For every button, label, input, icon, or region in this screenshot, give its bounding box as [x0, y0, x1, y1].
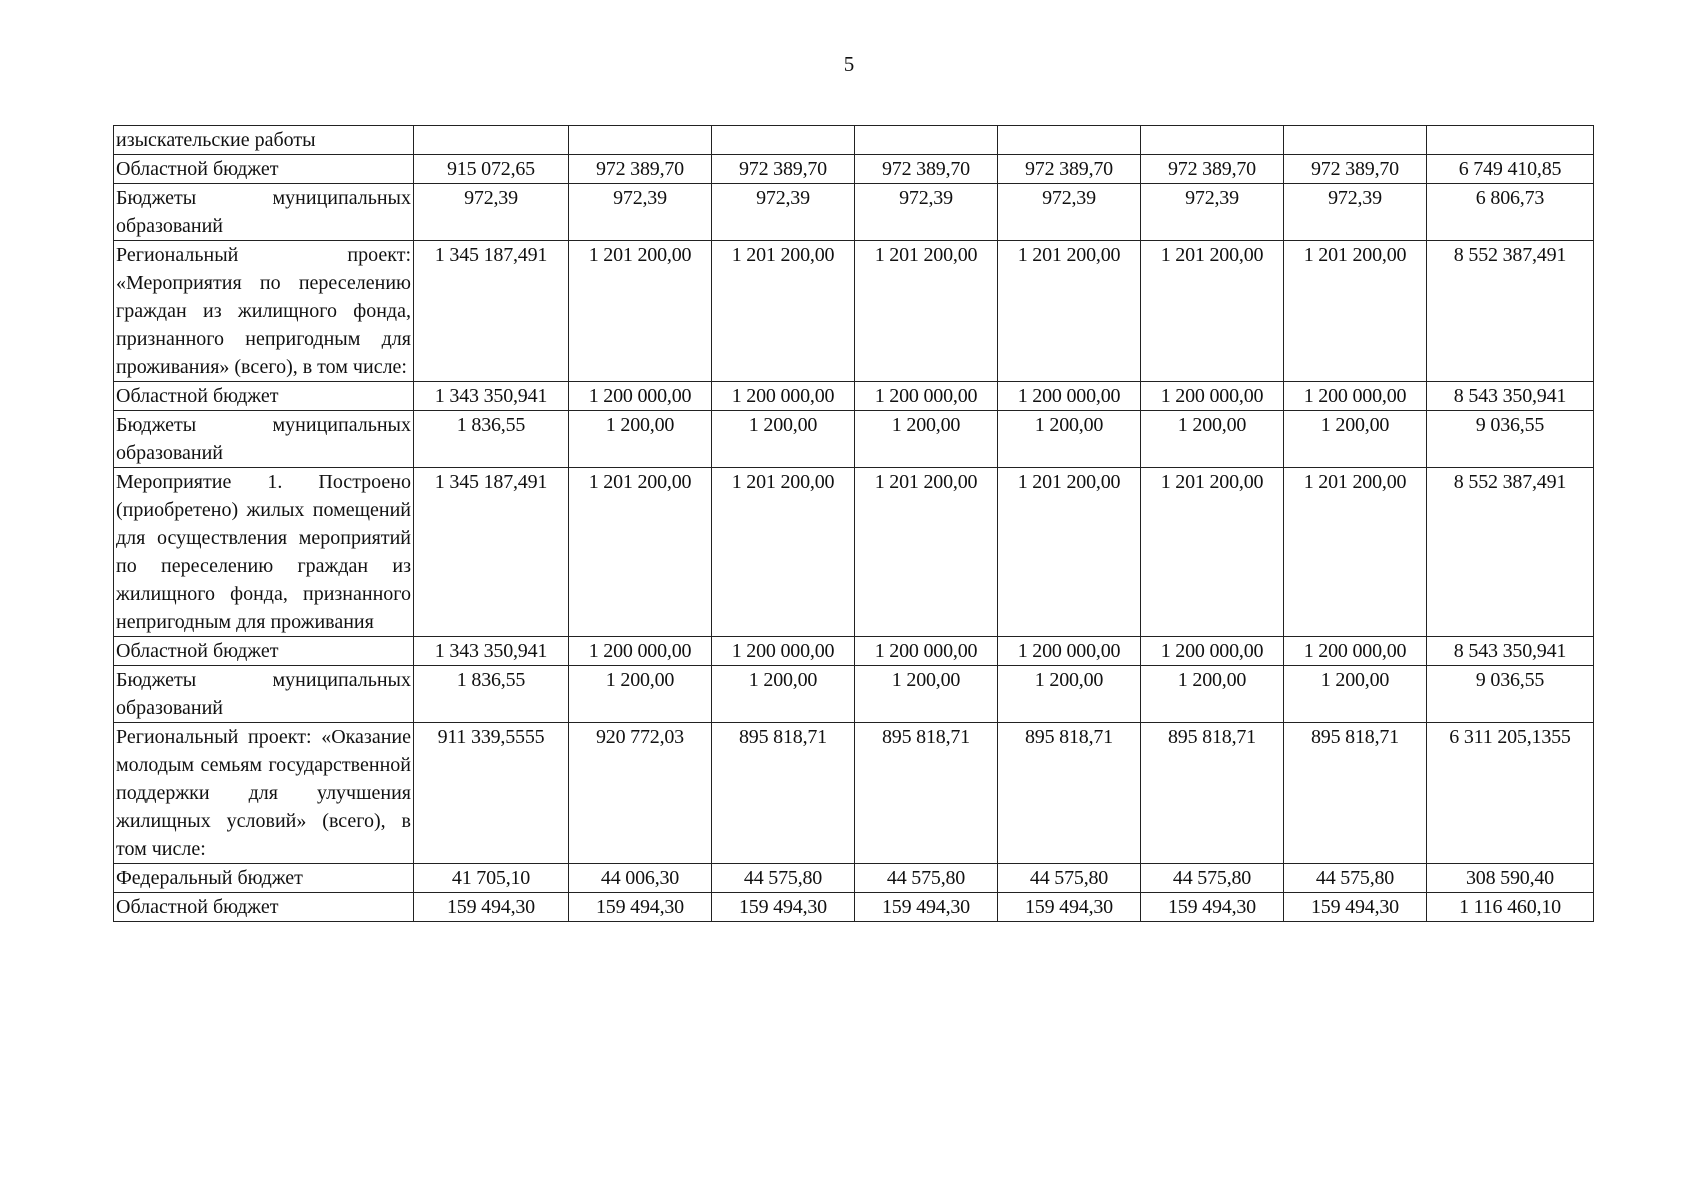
year-value-cell: 1 345 187,491	[414, 241, 569, 382]
year-value-cell: 44 575,80	[712, 864, 855, 893]
year-value-cell: 972 389,70	[569, 155, 712, 184]
year-value-cell: 895 818,71	[1141, 723, 1284, 864]
row-label-cell: Федеральный бюджет	[114, 864, 414, 893]
year-value-cell: 44 575,80	[1141, 864, 1284, 893]
row-label-cell: Областной бюджет	[114, 155, 414, 184]
table-row	[114, 723, 1594, 864]
year-value-cell: 1 200 000,00	[998, 637, 1141, 666]
year-value-cell: 1 201 200,00	[855, 468, 998, 637]
total-value-cell: 8 552 387,491	[1427, 468, 1594, 637]
table-row	[114, 155, 1594, 184]
year-value-cell: 972,39	[569, 184, 712, 241]
year-value-cell: 1 201 200,00	[1141, 241, 1284, 382]
year-value-cell: 44 006,30	[569, 864, 712, 893]
year-value-cell: 1 200,00	[569, 411, 712, 468]
year-value-cell	[712, 126, 855, 155]
year-value-cell: 159 494,30	[569, 893, 712, 922]
row-label-cell: Бюджеты муниципальных образований	[114, 184, 414, 241]
row-label-cell: Региональный проект: «Мероприятия по переселению граждан из жилищного фонда, признанного непригодным для проживания» (всего), в том числе:	[114, 241, 414, 382]
year-value-cell	[414, 126, 569, 155]
year-value-cell: 972,39	[998, 184, 1141, 241]
page-number: 5	[843, 52, 855, 76]
year-value-cell: 1 201 200,00	[998, 241, 1141, 382]
year-value-cell: 1 200 000,00	[712, 637, 855, 666]
year-value-cell: 1 200,00	[855, 411, 998, 468]
year-value-cell: 1 836,55	[414, 411, 569, 468]
year-value-cell: 972 389,70	[998, 155, 1141, 184]
year-value-cell: 1 200 000,00	[855, 382, 998, 411]
year-value-cell: 1 201 200,00	[712, 468, 855, 637]
table-row	[114, 411, 1594, 468]
total-value-cell: 1 116 460,10	[1427, 893, 1594, 922]
year-value-cell: 895 818,71	[1284, 723, 1427, 864]
year-value-cell: 1 200,00	[855, 666, 998, 723]
year-value-cell: 1 200,00	[998, 411, 1141, 468]
year-value-cell: 1 200,00	[712, 666, 855, 723]
row-label-cell: изыскательские работы	[114, 126, 414, 155]
year-value-cell: 44 575,80	[1284, 864, 1427, 893]
year-value-cell: 915 072,65	[414, 155, 569, 184]
total-value-cell: 9 036,55	[1427, 666, 1594, 723]
year-value-cell: 895 818,71	[712, 723, 855, 864]
year-value-cell: 1 343 350,941	[414, 382, 569, 411]
year-value-cell: 895 818,71	[855, 723, 998, 864]
year-value-cell: 895 818,71	[998, 723, 1141, 864]
year-value-cell	[998, 126, 1141, 155]
year-value-cell: 1 200,00	[998, 666, 1141, 723]
row-label-cell: Региональный проект: «Оказание молодым семьям государственной поддержки для улучшения жилищных условий» (всего), в том числе:	[114, 723, 414, 864]
year-value-cell	[1141, 126, 1284, 155]
total-value-cell: 8 543 350,941	[1427, 637, 1594, 666]
total-value-cell: 8 543 350,941	[1427, 382, 1594, 411]
total-value-cell: 6 311 205,1355	[1427, 723, 1594, 864]
year-value-cell: 1 201 200,00	[1284, 468, 1427, 637]
row-label-cell: Областной бюджет	[114, 893, 414, 922]
year-value-cell: 972,39	[1284, 184, 1427, 241]
total-value-cell: 6 749 410,85	[1427, 155, 1594, 184]
total-value-cell: 9 036,55	[1427, 411, 1594, 468]
year-value-cell: 1 200 000,00	[855, 637, 998, 666]
year-value-cell: 1 201 200,00	[1284, 241, 1427, 382]
year-value-cell: 1 200,00	[1284, 666, 1427, 723]
year-value-cell: 1 200,00	[1141, 666, 1284, 723]
year-value-cell: 1 836,55	[414, 666, 569, 723]
year-value-cell: 159 494,30	[1141, 893, 1284, 922]
year-value-cell: 159 494,30	[855, 893, 998, 922]
year-value-cell: 1 343 350,941	[414, 637, 569, 666]
year-value-cell: 1 201 200,00	[998, 468, 1141, 637]
year-value-cell: 972,39	[712, 184, 855, 241]
year-value-cell: 1 200 000,00	[569, 637, 712, 666]
row-label-cell: Областной бюджет	[114, 382, 414, 411]
year-value-cell: 159 494,30	[712, 893, 855, 922]
year-value-cell: 44 575,80	[998, 864, 1141, 893]
year-value-cell	[855, 126, 998, 155]
year-value-cell: 911 339,5555	[414, 723, 569, 864]
year-value-cell: 1 201 200,00	[569, 468, 712, 637]
budget-table	[113, 125, 1594, 922]
year-value-cell: 159 494,30	[998, 893, 1141, 922]
year-value-cell: 1 201 200,00	[712, 241, 855, 382]
total-value-cell	[1427, 126, 1594, 155]
year-value-cell: 972 389,70	[855, 155, 998, 184]
table-row	[114, 241, 1594, 382]
year-value-cell: 1 201 200,00	[1141, 468, 1284, 637]
year-value-cell	[569, 126, 712, 155]
total-value-cell: 308 590,40	[1427, 864, 1594, 893]
table-row	[114, 468, 1594, 637]
year-value-cell: 972 389,70	[1284, 155, 1427, 184]
year-value-cell: 972,39	[414, 184, 569, 241]
total-value-cell: 8 552 387,491	[1427, 241, 1594, 382]
year-value-cell: 1 200,00	[1284, 411, 1427, 468]
row-label-cell: Бюджеты муниципальных образований	[114, 666, 414, 723]
table-row	[114, 893, 1594, 922]
year-value-cell: 1 200 000,00	[1141, 382, 1284, 411]
year-value-cell: 972,39	[855, 184, 998, 241]
year-value-cell: 159 494,30	[1284, 893, 1427, 922]
year-value-cell: 1 201 200,00	[569, 241, 712, 382]
row-label-cell: Бюджеты муниципальных образований	[114, 411, 414, 468]
year-value-cell: 920 772,03	[569, 723, 712, 864]
year-value-cell: 1 200 000,00	[712, 382, 855, 411]
year-value-cell: 1 200,00	[712, 411, 855, 468]
year-value-cell: 1 201 200,00	[855, 241, 998, 382]
year-value-cell	[1284, 126, 1427, 155]
year-value-cell: 41 705,10	[414, 864, 569, 893]
table-row	[114, 666, 1594, 723]
table-row	[114, 382, 1594, 411]
year-value-cell: 1 200,00	[1141, 411, 1284, 468]
year-value-cell: 1 200 000,00	[998, 382, 1141, 411]
table-row	[114, 184, 1594, 241]
year-value-cell: 1 200 000,00	[1284, 637, 1427, 666]
row-label-cell: Мероприятие 1. Построено (приобретено) жилых помещений для осуществления мероприятий по переселению граждан из жилищного фонда, признанного непригодным для проживания	[114, 468, 414, 637]
table-row	[114, 637, 1594, 666]
year-value-cell: 1 345 187,491	[414, 468, 569, 637]
year-value-cell: 1 200 000,00	[1141, 637, 1284, 666]
year-value-cell: 1 200 000,00	[1284, 382, 1427, 411]
year-value-cell: 44 575,80	[855, 864, 998, 893]
year-value-cell: 972,39	[1141, 184, 1284, 241]
year-value-cell: 972 389,70	[1141, 155, 1284, 184]
year-value-cell: 1 200,00	[569, 666, 712, 723]
table-row	[114, 864, 1594, 893]
total-value-cell: 6 806,73	[1427, 184, 1594, 241]
year-value-cell: 1 200 000,00	[569, 382, 712, 411]
year-value-cell: 159 494,30	[414, 893, 569, 922]
year-value-cell: 972 389,70	[712, 155, 855, 184]
row-label-cell: Областной бюджет	[114, 637, 414, 666]
table-row	[114, 126, 1594, 155]
